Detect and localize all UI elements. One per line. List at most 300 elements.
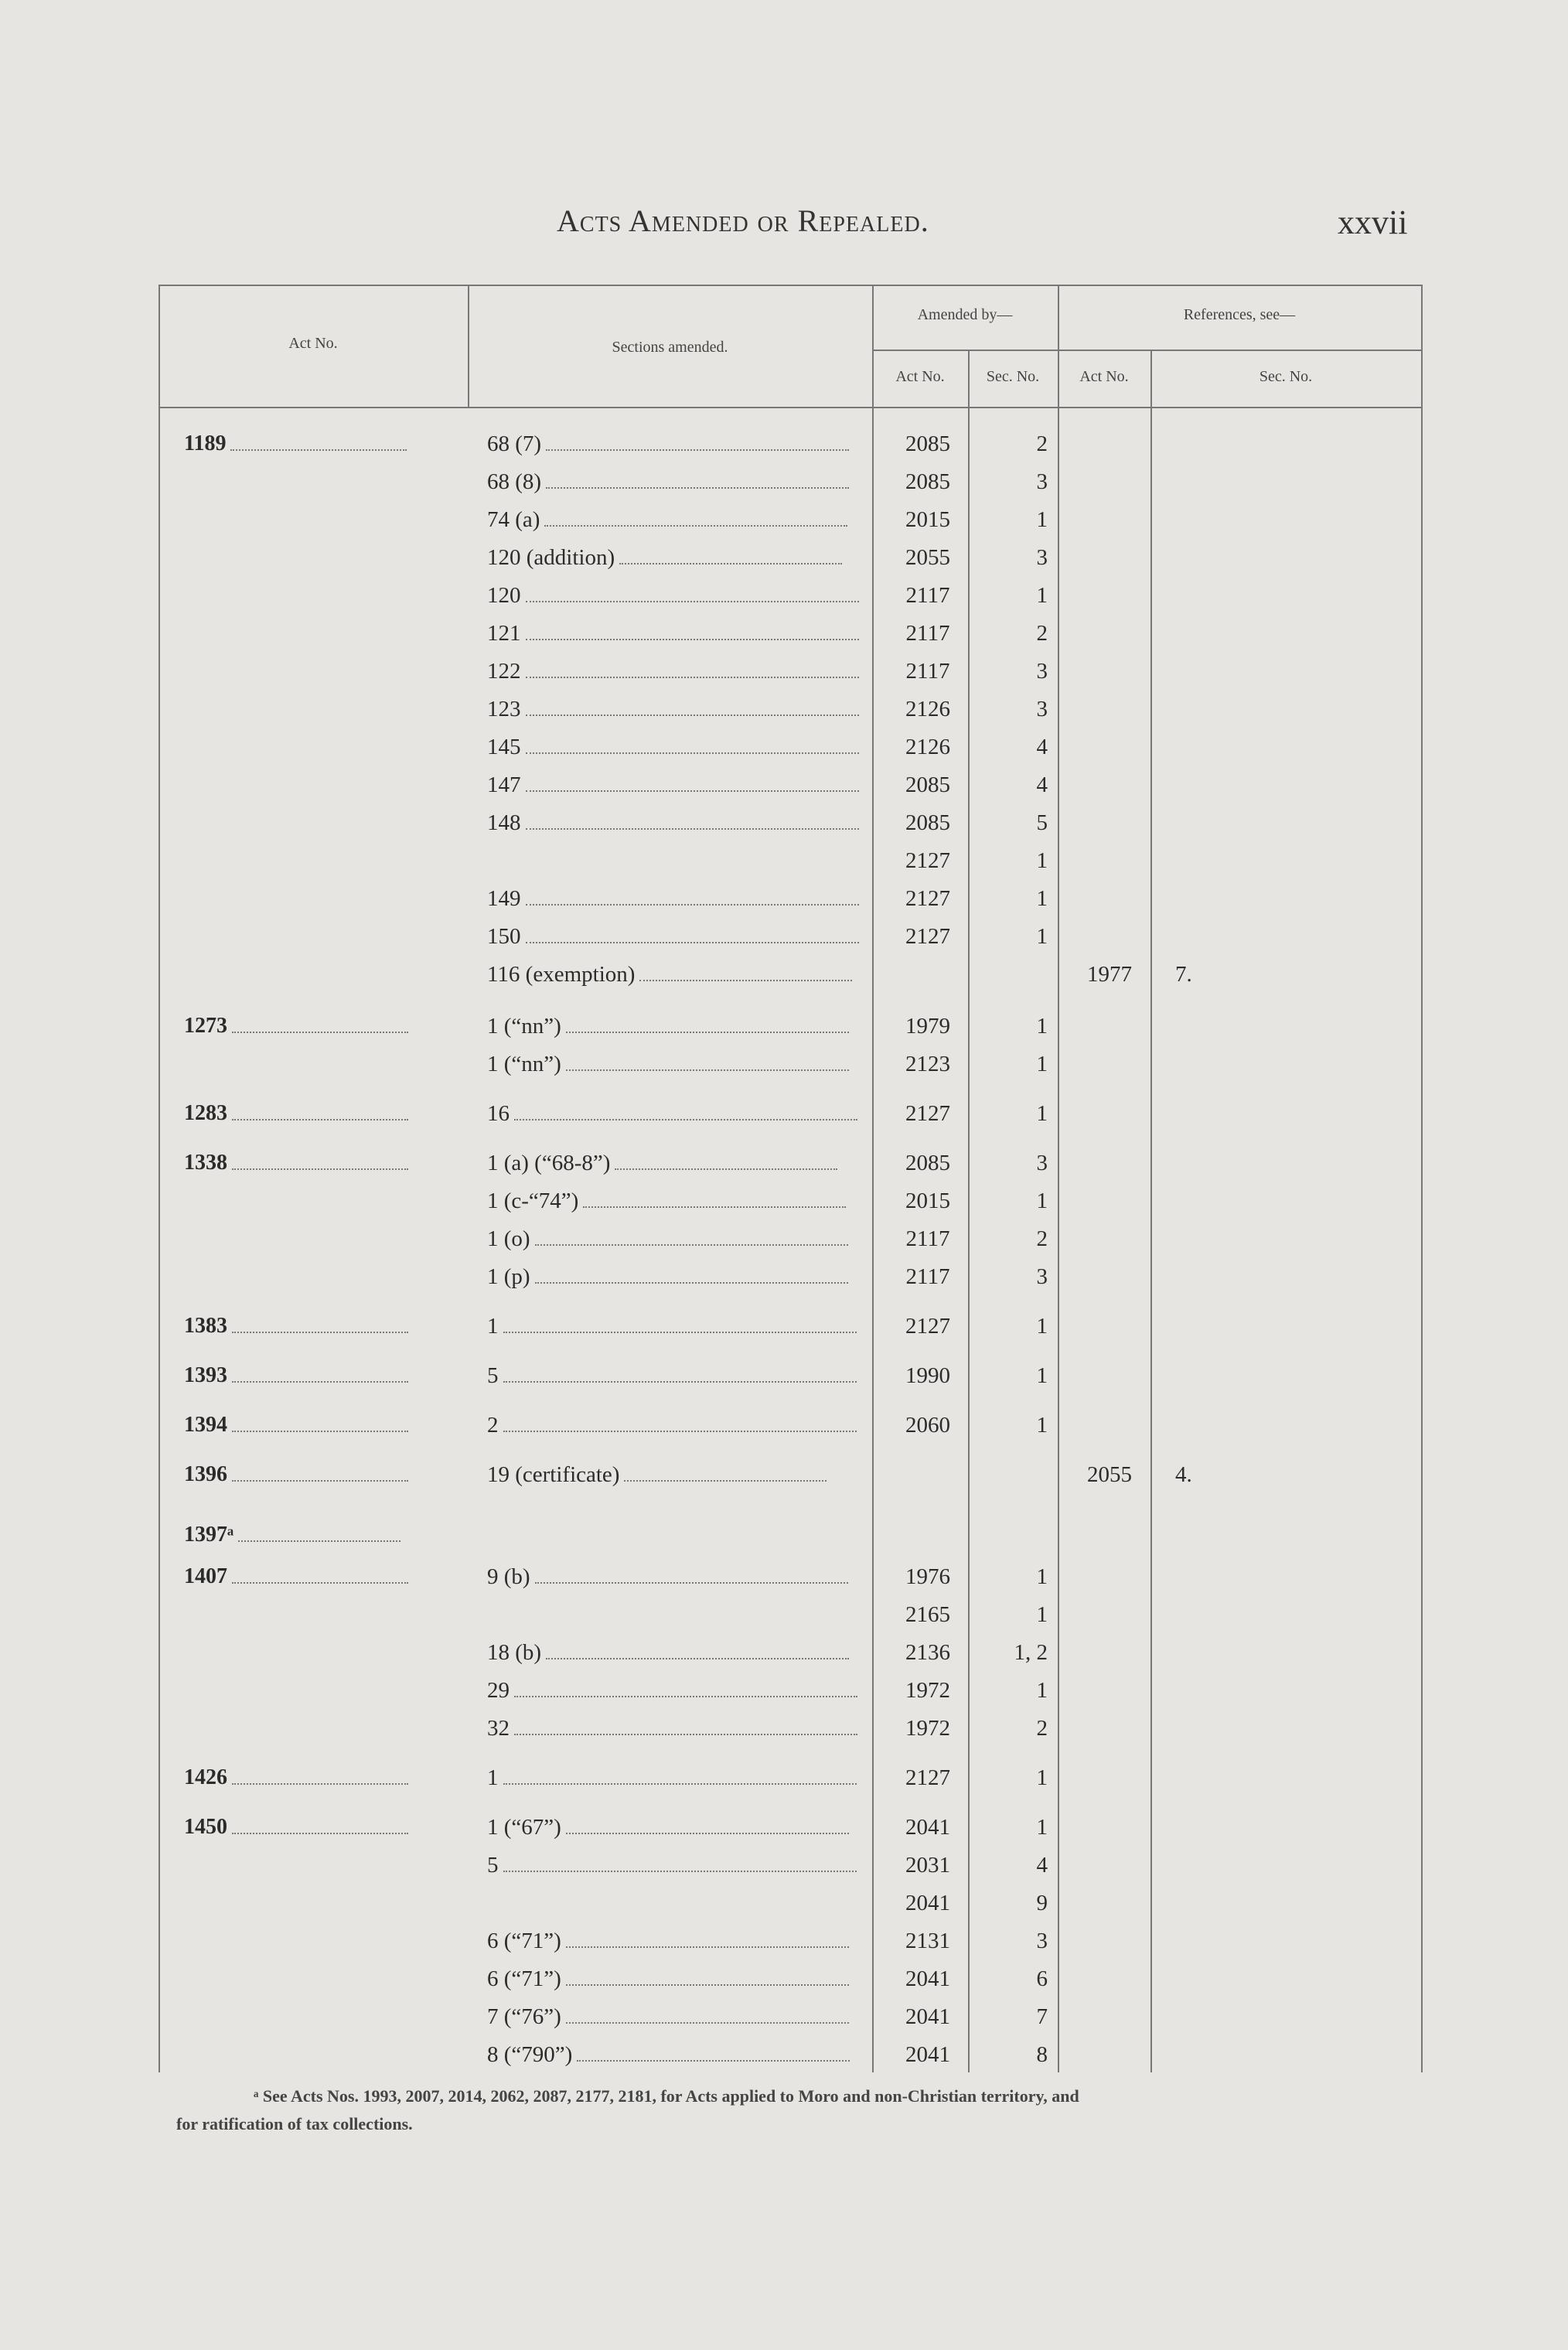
reference-sec-no <box>1175 1184 1330 1218</box>
amended-sec-no-text: 1 <box>1036 1052 1048 1076</box>
amended-act-no-text: 2085 <box>905 773 950 797</box>
amended-sec-no <box>970 1761 1063 1795</box>
header-amended-by: Amended by— <box>917 306 1013 323</box>
section-amended-text: 148 <box>487 810 521 835</box>
amended-act-no-text: 2041 <box>905 1891 950 1915</box>
amended-sec-no <box>970 1962 1063 1996</box>
section-amended <box>487 1309 874 1343</box>
amended-sec-no-text: 4 <box>1036 773 1048 797</box>
reference-sec-no <box>1175 1962 1330 1996</box>
act-number <box>184 1222 470 1256</box>
amended-act-no-text: 1972 <box>905 1716 950 1741</box>
amended-sec-no-text: 1 <box>1036 1602 1048 1627</box>
amended-act-no <box>889 2038 966 2072</box>
amended-sec-no <box>970 806 1063 840</box>
amended-act-no-text: 2131 <box>905 1929 950 1953</box>
reference-sec-no <box>1175 1848 1330 1882</box>
act-number <box>184 503 470 537</box>
reference-sec-no <box>1175 541 1330 575</box>
leader-dots <box>503 1871 857 1872</box>
amended-act-no-text: 2041 <box>905 1815 950 1840</box>
amended-act-no-text: 2041 <box>905 2004 950 2029</box>
table-row <box>0 1222 1568 1256</box>
amended-act-no <box>889 1009 966 1043</box>
section-amended-text: 121 <box>487 621 521 646</box>
reference-act-no <box>1063 957 1156 991</box>
amended-sec-no-text: 4 <box>1036 735 1048 759</box>
reference-sec-no <box>1175 578 1330 612</box>
amended-act-no-text: 2015 <box>905 507 950 532</box>
reference-act-no <box>1063 1408 1156 1442</box>
reference-sec-no <box>1175 2038 1330 2072</box>
reference-act-no <box>1063 541 1156 575</box>
section-amended <box>487 427 874 461</box>
section-amended-text: 1 <box>487 1314 499 1339</box>
reference-act-no <box>1063 654 1156 688</box>
table-row <box>0 1097 1568 1131</box>
section-amended <box>487 957 874 991</box>
footnote-line-1: ᵃ See Acts Nos. 1993, 2007, 2014, 2062, 2087, 2177, 2181, for Acts applied to Moro and non-Christian territory, and <box>254 2086 1079 2106</box>
reference-sec-no <box>1175 882 1330 916</box>
act-number <box>184 1146 470 1180</box>
section-amended <box>487 1962 874 1996</box>
table-row <box>0 1962 1568 1996</box>
section-amended <box>487 1146 874 1180</box>
amended-act-no <box>889 503 966 537</box>
reference-sec-no <box>1175 1146 1330 1180</box>
reference-sec-no <box>1175 1260 1330 1294</box>
amended-sec-no-text: 1 <box>1036 1815 1048 1840</box>
reference-act-no <box>1063 844 1156 878</box>
reference-sec-no <box>1175 768 1330 802</box>
section-amended <box>487 844 874 878</box>
act-number <box>184 2000 470 2034</box>
table-row <box>0 2038 1568 2072</box>
amended-act-no <box>889 844 966 878</box>
leader-dots <box>503 1381 857 1383</box>
amended-act-no <box>889 919 966 953</box>
leader-dots <box>526 828 859 830</box>
amended-sec-no <box>970 882 1063 916</box>
table-row <box>0 1886 1568 1920</box>
leader-dots <box>619 563 842 564</box>
leader-dots <box>544 525 847 527</box>
reference-sec-no <box>1175 1359 1330 1393</box>
amended-act-no <box>889 882 966 916</box>
leader-dots <box>526 715 859 716</box>
amended-act-no <box>889 1560 966 1594</box>
section-amended <box>487 1047 874 1081</box>
amended-act-no-text: 2126 <box>905 735 950 759</box>
table-row <box>0 1810 1568 1844</box>
act-number <box>184 654 470 688</box>
amended-sec-no-text: 2 <box>1036 621 1048 646</box>
amended-sec-no-text: 5 <box>1036 810 1048 835</box>
amended-act-no-text: 2085 <box>905 469 950 494</box>
reference-sec-no <box>1175 957 1330 991</box>
section-amended <box>487 1598 874 1632</box>
amended-act-no-text: 2060 <box>905 1413 950 1438</box>
section-amended <box>487 2038 874 2072</box>
amended-sec-no-text: 3 <box>1036 1264 1048 1289</box>
reference-act-no <box>1063 503 1156 537</box>
reference-act-no <box>1063 1886 1156 1920</box>
reference-act-no <box>1063 1458 1156 1492</box>
leader-dots <box>232 1168 408 1170</box>
amended-sec-no <box>970 692 1063 726</box>
amended-act-no-text: 2127 <box>905 886 950 911</box>
act-number <box>184 806 470 840</box>
amended-sec-no <box>970 844 1063 878</box>
amended-act-no-text: 2123 <box>905 1052 950 1076</box>
reference-act-no <box>1063 1518 1156 1552</box>
amended-sec-no <box>970 730 1063 764</box>
act-number-text: 1407 <box>184 1564 227 1588</box>
section-amended <box>487 1924 874 1958</box>
amended-act-no <box>889 1924 966 1958</box>
section-amended <box>487 1810 874 1844</box>
leader-dots <box>514 1734 857 1735</box>
section-amended-text: 1 (p) <box>487 1264 530 1289</box>
leader-dots <box>503 1332 857 1333</box>
table-row <box>0 1635 1568 1670</box>
leader-dots <box>624 1480 827 1482</box>
amended-sec-no-text: 1 <box>1036 1101 1048 1126</box>
reference-act-no <box>1063 1924 1156 1958</box>
section-amended <box>487 882 874 916</box>
amended-sec-no-text: 2 <box>1036 431 1048 456</box>
amended-sec-no-text: 1 <box>1036 583 1048 608</box>
table-row <box>0 465 1568 499</box>
leader-dots <box>514 1696 857 1697</box>
amended-act-no-text: 2041 <box>905 2042 950 2067</box>
amended-sec-no-text: 3 <box>1036 1151 1048 1175</box>
section-amended-text: 120 (addition) <box>487 545 615 570</box>
act-number-text: 1393 <box>184 1363 227 1387</box>
act-number <box>184 1097 470 1131</box>
amended-act-no <box>889 616 966 650</box>
section-amended-text: 122 <box>487 659 521 684</box>
reference-act-no <box>1063 1711 1156 1745</box>
table-row <box>0 1260 1568 1294</box>
act-number-text: 1426 <box>184 1765 227 1789</box>
leader-dots <box>526 790 859 792</box>
amended-sec-no-text: 1 <box>1036 1014 1048 1039</box>
table-row <box>0 1146 1568 1180</box>
reference-act-no <box>1063 1673 1156 1707</box>
amended-act-no <box>889 541 966 575</box>
section-amended-text: 9 (b) <box>487 1564 530 1589</box>
act-number <box>184 1458 470 1492</box>
header-ref-act-no: Act No. <box>1079 368 1129 385</box>
reference-act-no <box>1063 768 1156 802</box>
reference-act-no <box>1063 2000 1156 2034</box>
amended-sec-no-text: 1 <box>1036 1413 1048 1438</box>
amended-act-no-text: 1990 <box>905 1363 950 1388</box>
amended-act-no <box>889 654 966 688</box>
reference-act-no <box>1063 1761 1156 1795</box>
reference-act-no <box>1063 2038 1156 2072</box>
reference-act-no <box>1063 1560 1156 1594</box>
amended-sec-no <box>970 1673 1063 1707</box>
amended-sec-no-text: 1 <box>1036 924 1048 949</box>
act-number <box>184 1886 470 1920</box>
page-number: xxvii <box>1338 203 1408 241</box>
amended-sec-no <box>970 1009 1063 1043</box>
section-amended <box>487 1097 874 1131</box>
reference-sec-no <box>1175 1009 1330 1043</box>
amended-sec-no-text: 1 <box>1036 507 1048 532</box>
amended-sec-no <box>970 1598 1063 1632</box>
section-amended-text: 16 <box>487 1101 510 1126</box>
section-amended-text: 1 (“67”) <box>487 1815 561 1840</box>
act-number <box>184 1810 470 1844</box>
leader-dots <box>546 1658 849 1659</box>
amended-act-no <box>889 1810 966 1844</box>
table-row <box>0 730 1568 764</box>
leader-dots <box>546 487 849 489</box>
table-row <box>0 919 1568 953</box>
amended-act-no <box>889 1222 966 1256</box>
leader-dots <box>232 1582 408 1584</box>
table-row <box>0 1458 1568 1492</box>
leader-dots <box>526 752 859 754</box>
act-number <box>184 1359 470 1393</box>
act-number <box>184 616 470 650</box>
reference-sec-no <box>1175 1886 1330 1920</box>
leader-dots <box>615 1168 837 1170</box>
act-number <box>184 1047 470 1081</box>
amended-act-no-text: 2127 <box>905 1314 950 1339</box>
amended-sec-no <box>970 1359 1063 1393</box>
amended-sec-no-text: 6 <box>1036 1966 1048 1991</box>
act-number <box>184 957 470 991</box>
act-number <box>184 578 470 612</box>
amended-act-no <box>889 1260 966 1294</box>
amended-sec-no <box>970 503 1063 537</box>
amended-act-no-text: 2117 <box>905 1264 950 1289</box>
amended-act-no-text: 1976 <box>905 1564 950 1589</box>
section-amended <box>487 1184 874 1218</box>
section-amended <box>487 1359 874 1393</box>
act-number <box>184 1848 470 1882</box>
section-amended <box>487 1761 874 1795</box>
amended-act-no-text: 2126 <box>905 697 950 721</box>
table-row <box>0 692 1568 726</box>
section-amended-text: 7 (“76”) <box>487 2004 561 2029</box>
table-row <box>0 1711 1568 1745</box>
amended-sec-no-text: 3 <box>1036 469 1048 494</box>
reference-act-no <box>1063 692 1156 726</box>
amended-act-no <box>889 1518 966 1552</box>
act-number-text: 1273 <box>184 1014 227 1038</box>
amended-act-no <box>889 1359 966 1393</box>
section-amended <box>487 1560 874 1594</box>
section-amended <box>487 1673 874 1707</box>
leader-dots <box>526 639 859 640</box>
reference-act-no-text: 2055 <box>1087 1462 1132 1487</box>
amended-act-no-text: 2015 <box>905 1189 950 1213</box>
section-amended-text: 6 (“71”) <box>487 1966 561 1991</box>
amended-sec-no <box>970 2038 1063 2072</box>
amended-act-no <box>889 1761 966 1795</box>
section-amended-text: 1 (o) <box>487 1226 530 1251</box>
reference-act-no <box>1063 806 1156 840</box>
table-row <box>0 1359 1568 1393</box>
reference-sec-no <box>1175 465 1330 499</box>
section-amended <box>487 919 874 953</box>
amended-sec-no-text: 1 <box>1036 1564 1048 1589</box>
amended-sec-no-text: 3 <box>1036 545 1048 570</box>
reference-act-no <box>1063 616 1156 650</box>
leader-dots <box>566 1833 849 1834</box>
reference-sec-no <box>1175 1518 1330 1552</box>
leader-dots <box>232 1332 408 1333</box>
amended-sec-no-text: 7 <box>1036 2004 1048 2029</box>
amended-sec-no <box>970 578 1063 612</box>
amended-sec-no-text: 1, 2 <box>1014 1640 1048 1665</box>
table-row <box>0 503 1568 537</box>
reference-act-no <box>1063 1047 1156 1081</box>
leader-dots <box>639 980 852 981</box>
reference-sec-no <box>1175 1598 1330 1632</box>
section-amended <box>487 503 874 537</box>
amended-act-no <box>889 1184 966 1218</box>
amended-act-no <box>889 465 966 499</box>
reference-sec-no <box>1175 616 1330 650</box>
table-row <box>0 1408 1568 1442</box>
footnote <box>176 2082 1444 2138</box>
amended-act-no <box>889 1635 966 1670</box>
reference-sec-no <box>1175 1761 1330 1795</box>
amended-act-no <box>889 1047 966 1081</box>
section-amended-text: 19 (certificate) <box>487 1462 620 1487</box>
act-number-text: 1189 <box>184 431 227 455</box>
act-number-text: 1396 <box>184 1462 227 1486</box>
section-amended-text: 149 <box>487 886 521 911</box>
table-row <box>0 1184 1568 1218</box>
amended-sec-no-text: 1 <box>1036 1678 1048 1703</box>
table-row <box>0 1848 1568 1882</box>
section-amended <box>487 1886 874 1920</box>
reference-sec-no <box>1175 1810 1330 1844</box>
act-number <box>184 1761 470 1795</box>
act-number-text: 1383 <box>184 1314 227 1338</box>
amended-act-no-text: 2165 <box>905 1602 950 1627</box>
section-amended <box>487 768 874 802</box>
leader-dots <box>503 1783 857 1785</box>
amended-sec-no <box>970 1260 1063 1294</box>
reference-sec-no <box>1175 1222 1330 1256</box>
amended-sec-no <box>970 1810 1063 1844</box>
act-number <box>184 1260 470 1294</box>
reference-sec-no-text: 4. <box>1175 1462 1192 1487</box>
amended-act-no <box>889 1598 966 1632</box>
section-amended-text: 150 <box>487 924 521 949</box>
section-amended <box>487 1408 874 1442</box>
act-number-text: 1283 <box>184 1101 227 1125</box>
section-amended <box>487 1458 874 1492</box>
section-amended <box>487 1711 874 1745</box>
page-title: Acts Amended or Repealed. <box>557 203 929 238</box>
amended-sec-no <box>970 427 1063 461</box>
reference-sec-no <box>1175 1560 1330 1594</box>
amended-act-no-text: 2127 <box>905 924 950 949</box>
section-amended-text: 1 (c-“74”) <box>487 1189 579 1213</box>
table-row <box>0 882 1568 916</box>
reference-act-no <box>1063 730 1156 764</box>
leader-dots <box>526 677 859 678</box>
amended-sec-no <box>970 1184 1063 1218</box>
header-ref-sec-no: Sec. No. <box>1259 368 1313 385</box>
reference-sec-no <box>1175 1458 1330 1492</box>
section-amended-text: 147 <box>487 773 521 797</box>
act-number-text: 1394 <box>184 1413 227 1437</box>
footnote-line-2: for ratification of tax collections. <box>176 2114 413 2133</box>
amended-act-no <box>889 1458 966 1492</box>
table-row <box>0 957 1568 991</box>
act-number <box>184 692 470 726</box>
reference-act-no <box>1063 1222 1156 1256</box>
section-amended <box>487 730 874 764</box>
section-amended <box>487 1222 874 1256</box>
leader-dots <box>232 1833 408 1834</box>
amended-sec-no <box>970 1047 1063 1081</box>
section-amended <box>487 1260 874 1294</box>
reference-sec-no <box>1175 730 1330 764</box>
amended-act-no-text: 2085 <box>905 431 950 456</box>
reference-sec-no <box>1175 654 1330 688</box>
act-number <box>184 1924 470 1958</box>
section-amended-text: 5 <box>487 1363 499 1388</box>
act-number <box>184 2038 470 2072</box>
section-amended-text: 120 <box>487 583 521 608</box>
leader-dots <box>514 1119 857 1120</box>
amended-sec-no <box>970 2000 1063 2034</box>
leader-dots <box>230 449 407 451</box>
amended-sec-no-text: 1 <box>1036 1363 1048 1388</box>
act-number <box>184 427 470 461</box>
amended-sec-no <box>970 1458 1063 1492</box>
reference-act-no <box>1063 1635 1156 1670</box>
section-amended-text: 116 (exemption) <box>487 962 636 987</box>
reference-act-no <box>1063 1598 1156 1632</box>
section-amended-text: 1 <box>487 1765 499 1790</box>
leader-dots <box>232 1783 408 1785</box>
amended-sec-no <box>970 1146 1063 1180</box>
reference-sec-no <box>1175 919 1330 953</box>
reference-sec-no <box>1175 1047 1330 1081</box>
table-row <box>0 1673 1568 1707</box>
amended-act-no <box>889 1886 966 1920</box>
reference-sec-no <box>1175 1097 1330 1131</box>
reference-sec-no <box>1175 1924 1330 1958</box>
table-row <box>0 1518 1568 1552</box>
section-amended <box>487 1518 874 1552</box>
act-number <box>184 465 470 499</box>
section-amended-text: 18 (b) <box>487 1640 542 1665</box>
leader-dots <box>503 1431 857 1432</box>
section-amended <box>487 692 874 726</box>
amended-act-no-text: 1979 <box>905 1014 950 1039</box>
reference-act-no <box>1063 427 1156 461</box>
amended-sec-no <box>970 1635 1063 1670</box>
amended-act-no <box>889 1309 966 1343</box>
section-amended <box>487 578 874 612</box>
section-amended-text: 32 <box>487 1716 510 1741</box>
table-row <box>0 578 1568 612</box>
leader-dots <box>577 2060 850 2062</box>
